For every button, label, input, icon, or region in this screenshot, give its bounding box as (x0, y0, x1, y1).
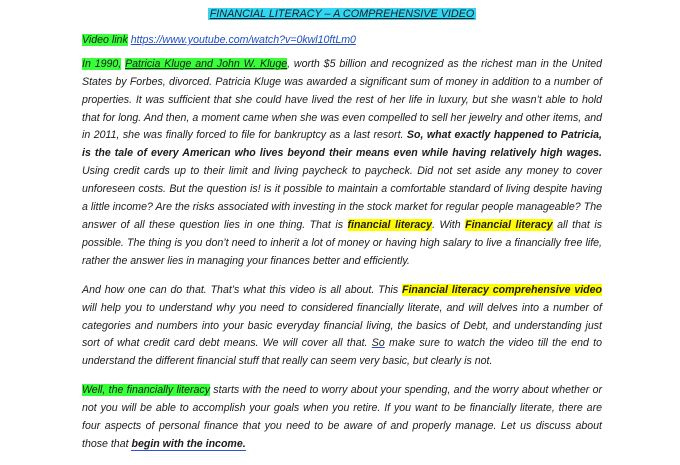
paragraph-2 (82, 282, 602, 372)
title-block (82, 6, 602, 24)
p1-names-highlight: Patricia Kluge and John W. Kluge (125, 57, 288, 70)
p1-text-b: Using credit cards up to their limit and living paycheck to paycheck. Did not set aside any money to cover unforeseen costs. But the question is! is it possible to maintain a comfortable standard of living despite having a little income? Are the risks associated with investing in the stock market for regular people manageable? The answer of all these question lies in one thing. That is (82, 165, 602, 231)
p2-text-a: And how one can do that. That’s what this video is all about. This (82, 283, 403, 296)
p2-keyword: Financial literacy comprehensive video (402, 283, 603, 296)
document-page (82, 6, 602, 465)
video-link-label: Video link (82, 33, 128, 46)
p1-text-a: , worth $5 billion and recognized as the richest man in the United States by Forbes, divorced. Patricia Kluge was awarded a significant sum of money in addition to a number of properties. It was sufficient that she could have lived the rest of her life in luxury, but she wasn’t able to hold that for long. And then, a moment came when she was even compelled to sell her jewelry and other items, and in 2011, she was finally forced to file for bankruptcy as a last resort. (82, 57, 602, 142)
p2-text-c: make sure to watch the video till the end to understand the different financial stuff that really can seem very basic, but clearly is not. (82, 337, 603, 368)
paragraph-3 (82, 382, 602, 454)
p1-keyword-2: Financial literacy (465, 218, 553, 231)
p3-text-a: starts with the need to worry about your spending, and the worry about whether or not you will be able to accomplish your goals when you retire. If you want to be financially literate, there are four aspects of personal finance that you need to be aware of and properly manage. Let us discuss about those that (82, 384, 603, 450)
video-link-url[interactable]: https://www.youtube.com/watch?v=0kwl10ftLm0 (130, 33, 356, 46)
p3-opening-highlight: Well, the financially literacy (82, 384, 211, 397)
p1-year-highlight: In 1990, (82, 57, 122, 70)
document-title: FINANCIAL LITERACY – A COMPREHENSIVE VIDEO (209, 8, 475, 20)
p2-text-b: will help you to understand why you need to considered financially literate, and will delves into a number of categories and numbers into your basic everyday financial living, the basics of Debt, and understanding just sort of what credit card debt means. We will cover all that. (82, 301, 602, 350)
video-link-line (82, 32, 602, 50)
p2-so-marked: So (371, 337, 385, 350)
p1-bold-question: So, what exactly happened to Patricia, is the tale of every American who lives beyond their means even while having relatively high wages. (82, 129, 602, 160)
p1-text-d: all that is possible. The thing is you don’t need to inherit a lot of money or having high salary to live a financially free life, rather the answer lies in managing your finances better and efficiently. (82, 218, 602, 267)
p1-keyword-1: financial literacy (347, 218, 433, 231)
paragraph-1 (82, 56, 602, 271)
p1-text-c: . With (432, 218, 466, 231)
p3-closing-bold: begin with the income. (131, 437, 246, 450)
